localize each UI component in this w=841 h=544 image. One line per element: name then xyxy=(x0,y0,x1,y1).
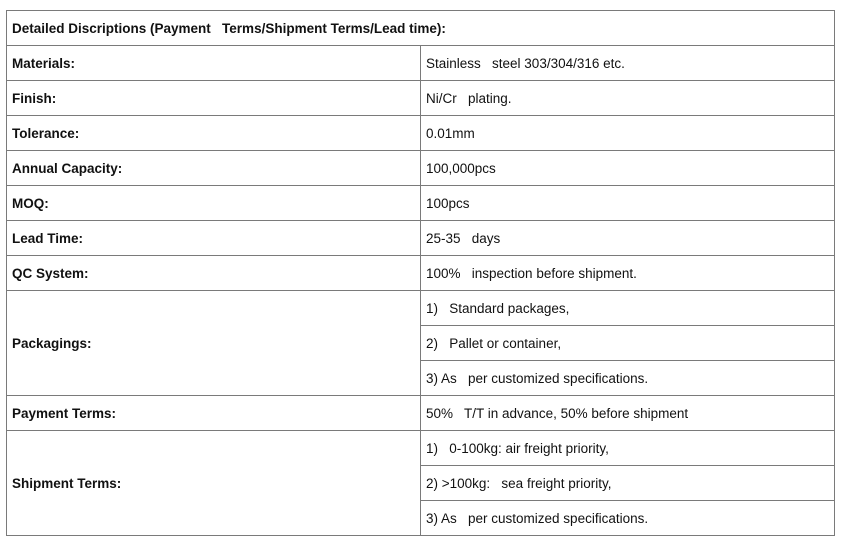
row-value: 3) As per customized specifications. xyxy=(421,501,835,536)
row-label: Packagings: xyxy=(7,291,421,396)
table-row xyxy=(7,151,835,186)
row-label: Materials: xyxy=(7,46,421,81)
row-value: 100,000pcs xyxy=(421,151,835,186)
row-value: 25-35 days xyxy=(421,221,835,256)
header-row xyxy=(7,11,835,46)
row-value: 2) >100kg: sea freight priority, xyxy=(421,466,835,501)
table-row xyxy=(7,46,835,81)
row-label: QC System: xyxy=(7,256,421,291)
spec-table xyxy=(6,10,835,536)
row-value: Ni/Cr plating. xyxy=(421,81,835,116)
row-value: 100% inspection before shipment. xyxy=(421,256,835,291)
row-label: Shipment Terms: xyxy=(7,431,421,536)
table-title: Detailed Discriptions (Payment Terms/Shipment Terms/Lead time): xyxy=(7,11,835,46)
row-value: 1) 0-100kg: air freight priority, xyxy=(421,431,835,466)
row-value: Stainless steel 303/304/316 etc. xyxy=(421,46,835,81)
row-label: Annual Capacity: xyxy=(7,151,421,186)
table-row xyxy=(7,221,835,256)
table-row xyxy=(7,291,835,326)
row-label: MOQ: xyxy=(7,186,421,221)
row-label: Payment Terms: xyxy=(7,396,421,431)
table-row xyxy=(7,431,835,466)
table-row xyxy=(7,81,835,116)
row-value: 0.01mm xyxy=(421,116,835,151)
spec-table-body xyxy=(7,11,835,536)
table-row xyxy=(7,396,835,431)
row-value: 100pcs xyxy=(421,186,835,221)
row-value: 1) Standard packages, xyxy=(421,291,835,326)
row-value: 3) As per customized specifications. xyxy=(421,361,835,396)
row-value: 50% T/T in advance, 50% before shipment xyxy=(421,396,835,431)
row-label: Finish: xyxy=(7,81,421,116)
table-row xyxy=(7,256,835,291)
table-row xyxy=(7,116,835,151)
row-label: Tolerance: xyxy=(7,116,421,151)
table-row xyxy=(7,186,835,221)
row-value: 2) Pallet or container, xyxy=(421,326,835,361)
row-label: Lead Time: xyxy=(7,221,421,256)
